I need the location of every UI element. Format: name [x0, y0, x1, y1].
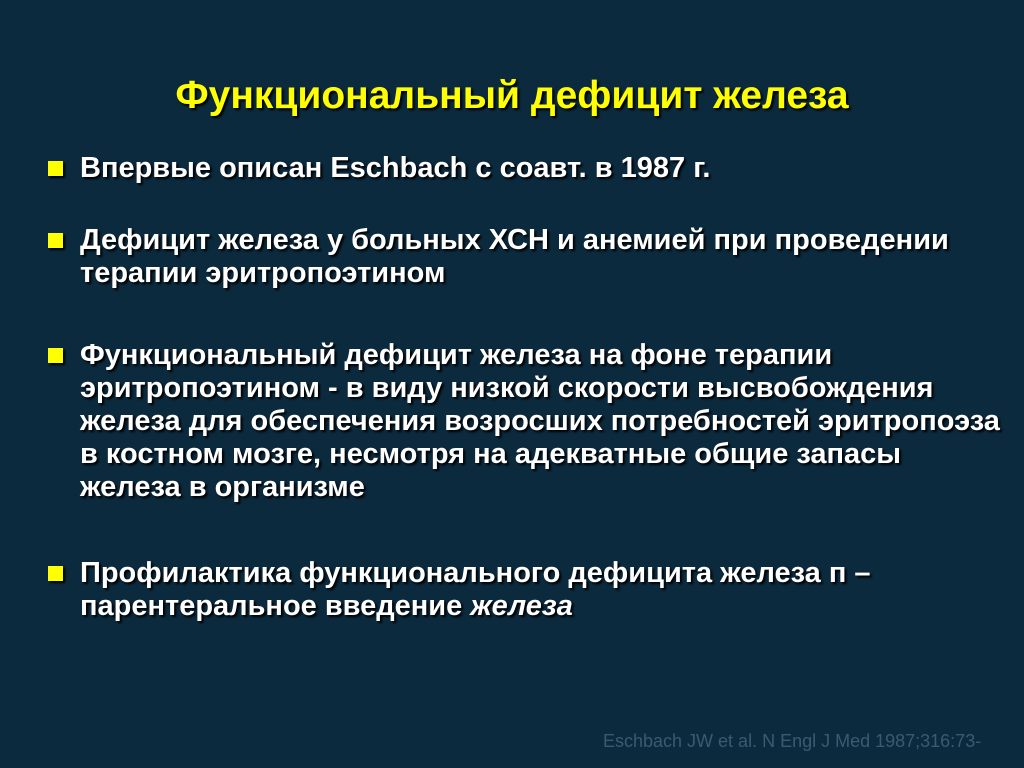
slide-title: Функциональный дефицит железа: [175, 74, 849, 117]
bullet-item: [46, 557, 1006, 623]
bullet-item: [46, 339, 1006, 504]
bullet-text: Впервые описан Eschbach с соавт. в 1987 г.: [80, 152, 711, 184]
bullet-text: Дефицит железа у больных ХСН и анемией при проведении терапии эритропоэтином: [80, 224, 949, 289]
citation: Eschbach JW et al. N Engl J Med 1987;316:73-: [603, 731, 982, 751]
bullet-text: Профилактика функционального дефицита железа п – парентеральное введение: [80, 557, 871, 622]
bullet-list: [46, 152, 1006, 623]
bullet-item: [46, 224, 1006, 290]
yellow-square-bullet-icon: [48, 161, 63, 176]
bullet-emphasis: железа: [470, 590, 573, 622]
yellow-square-bullet-icon: [48, 348, 63, 363]
bullet-item: [46, 152, 1006, 185]
yellow-square-bullet-icon: [48, 233, 63, 248]
bullet-text: Функциональный дефицит железа на фоне терапии эритропоэтином - в виду низкой скорости высвобождения железа для обеспечения возросших потребностей эритропоэза в костном мозге, несмотря на адекватные общие запасы железа в организме: [80, 339, 1000, 503]
yellow-square-bullet-icon: [48, 566, 63, 581]
